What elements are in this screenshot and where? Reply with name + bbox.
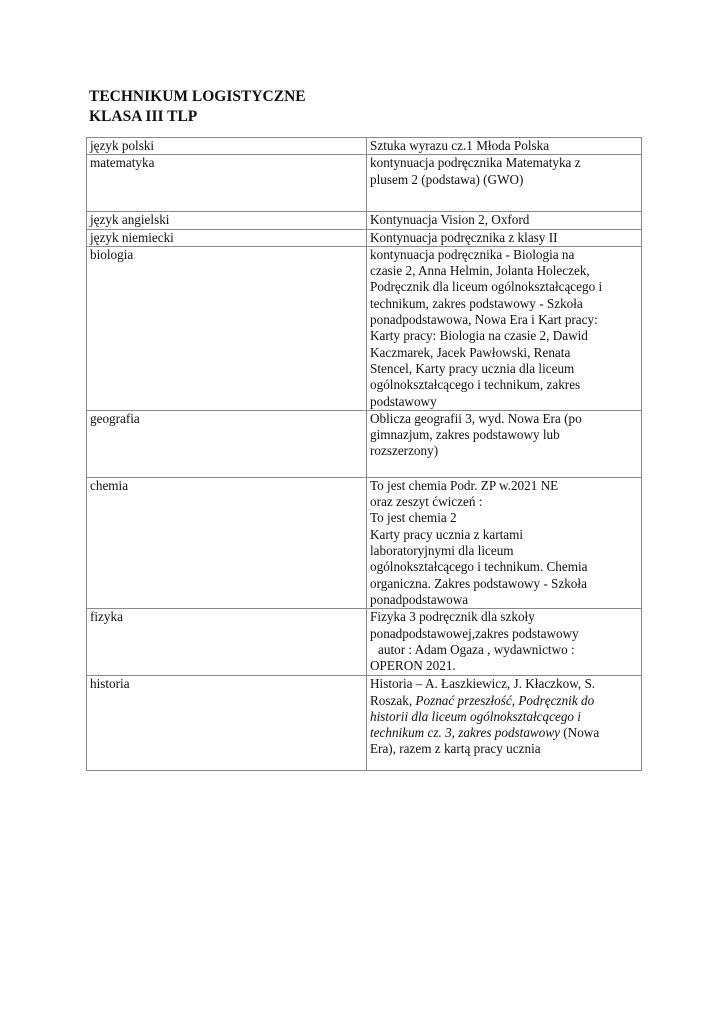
textbook-line: plusem 2 (podstawa) (GWO) <box>370 171 524 187</box>
textbook-cell <box>367 246 642 410</box>
table-row <box>87 138 642 155</box>
textbook-cell <box>367 477 642 608</box>
book-title-text: Poznać przeszłość, Podręcznik do <box>415 692 595 708</box>
textbook-line: ogólnokształcącego i technikum, zakres <box>370 377 581 393</box>
author-text: Roszak, <box>370 692 416 708</box>
subject-cell: biologia <box>87 246 367 410</box>
textbook-cell <box>367 212 642 229</box>
textbook-line: ponadpodstawowej,zakres podstawowy <box>370 625 579 641</box>
class-name: KLASA III TLP <box>89 108 198 125</box>
textbook-line: historii dla liceum ogólnokształcącego i <box>370 708 581 724</box>
subject-cell: chemia <box>87 477 367 608</box>
subject-cell: język niemiecki <box>87 229 367 246</box>
textbook-line: laboratoryjnymi dla liceum <box>370 543 514 559</box>
table-row <box>87 609 642 676</box>
textbook-cell <box>367 229 642 246</box>
textbook-line: technikum, zakres podstawowy - Szkoła <box>370 295 583 311</box>
textbook-line: Kaczmarek, Jacek Pawłowski, Renata <box>370 344 571 360</box>
subject-cell: język angielski <box>87 212 367 229</box>
subject-cell: język polski <box>87 138 367 155</box>
subject-cell: fizyka <box>87 609 367 676</box>
subject-cell: matematyka <box>87 155 367 212</box>
publisher-text: (Nowa <box>559 725 600 741</box>
table-row <box>87 410 642 477</box>
textbook-line: autor : Adam Ogaza , wydawnictwo : <box>378 641 575 657</box>
textbook-line: Historia – A. Łaszkiewicz, J. Kłaczkow, S. <box>370 676 596 692</box>
textbook-line: Era), razem z kartą pracy ucznia <box>370 741 541 757</box>
textbook-line: Karty pracy ucznia z kartami <box>370 526 524 542</box>
table-row <box>87 246 642 410</box>
textbook-line: Stencel, Karty pracy ucznia dla liceum <box>370 360 575 376</box>
textbook-line: oraz zeszyt ćwiczeń : <box>370 494 483 510</box>
textbook-line: ponadpodstawowa <box>370 591 469 607</box>
textbook-line: gimnazjum, zakres podstawowy lub <box>370 427 560 443</box>
book-title-text: technikum cz. 3, zakres podstawowy <box>370 725 560 741</box>
textbook-line <box>370 693 638 709</box>
textbook-line: czasie 2, Anna Helmin, Jolanta Holeczek, <box>370 263 590 279</box>
textbook-line: ponadpodstawowa, Nowa Era i Kart pracy: <box>370 312 598 328</box>
textbook-line: Kontynuacja podręcznika z klasy II <box>370 229 558 245</box>
textbook-line: Oblicza geografii 3, wyd. Nowa Era (po <box>370 410 582 426</box>
textbook-line: ogólnokształcącego i technikum. Chemia <box>370 559 588 575</box>
textbook-line: kontynuacja podręcznika - Biologia na <box>370 246 575 262</box>
textbook-line: Kontynuacja Vision 2, Oxford <box>370 212 530 228</box>
textbook-line: rozszerzony) <box>370 443 439 459</box>
textbook-table <box>86 137 642 771</box>
table-row <box>87 155 642 212</box>
textbook-line: kontynuacja podręcznika Matematyka z <box>370 155 581 171</box>
subject-cell: geografia <box>87 410 367 477</box>
textbook-line: To jest chemia 2 <box>370 510 457 526</box>
textbook-cell <box>367 138 642 155</box>
document-title <box>89 87 649 127</box>
textbook-line: OPERON 2021. <box>370 658 456 674</box>
textbook-line <box>370 725 638 741</box>
textbook-cell <box>367 609 642 676</box>
table-row <box>87 212 642 229</box>
textbook-line: To jest chemia Podr. ZP w.2021 NE <box>370 477 559 493</box>
textbook-cell <box>367 676 642 771</box>
table-row <box>87 229 642 246</box>
textbook-line: Karty pracy: Biologia na czasie 2, Dawid <box>370 328 588 344</box>
textbook-line: Sztuka wyrazu cz.1 Młoda Polska <box>370 138 550 153</box>
table-row <box>87 477 642 608</box>
subject-cell: historia <box>87 676 367 771</box>
textbook-line: organiczna. Zakres podstawowy - Szkoła <box>370 575 587 591</box>
textbook-cell <box>367 155 642 212</box>
textbook-cell <box>367 410 642 477</box>
textbook-line: Podręcznik dla liceum ogólnokształcącego i <box>370 279 603 295</box>
school-name: TECHNIKUM LOGISTYCZNE <box>89 88 306 105</box>
textbook-line: Fizyka 3 podręcznik dla szkoły <box>370 609 535 625</box>
textbook-line: podstawowy <box>370 393 437 409</box>
table-row <box>87 676 642 771</box>
